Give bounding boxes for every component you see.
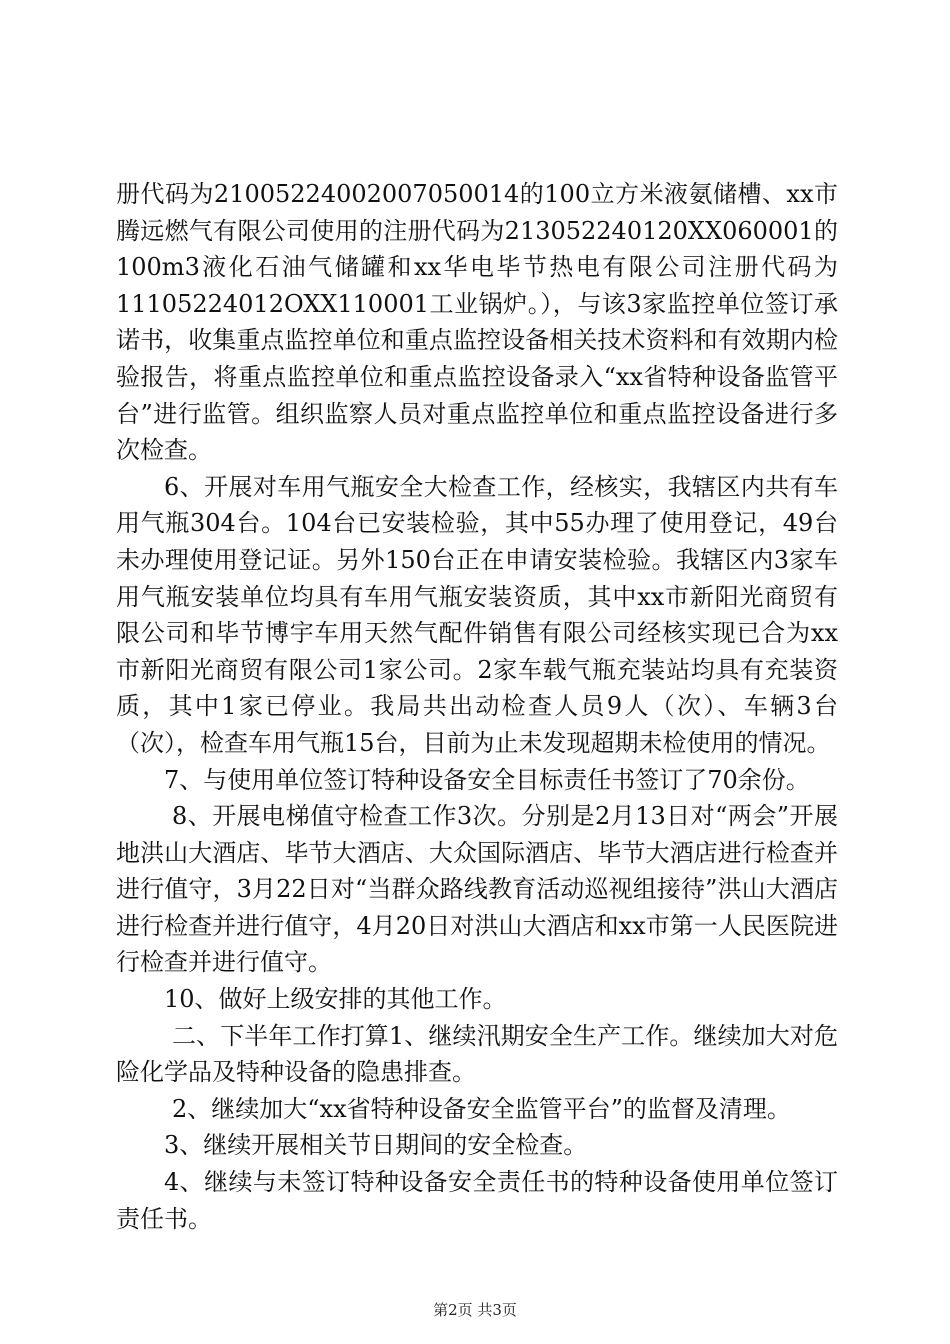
document-body	[116, 176, 838, 1237]
paragraph-item-10-other-work: 10、做好上级安排的其他工作。	[164, 985, 507, 1014]
paragraph-item-6-gas-cylinders: 6、开展对车用气瓶安全大检查工作，经核实，我辖区内共有车用气瓶304台。104台已安装检验，其中55办理了使用登记，49台未办理使用登记证。另外150台正在申请安装检验。我辖区内3家车用气瓶安装单位均具有车用气瓶安装资质，其中xx市新阳光商贸有限公司和毕节博宇车用天然气配件销售有限公司经核实现已合为xx市新阳光商贸有限公司1家公司。2家车载气瓶充装站均具有充装资质，其中1家已停业。我局共出动检查人员9人（次）、车辆3台（次），检查车用气瓶15台，目前为止未发现超期未检使用的情况。	[116, 472, 838, 757]
paragraph-item-7-responsibility: 7、与使用单位签订特种设备安全目标责任书签订了70余份。	[164, 765, 810, 794]
paragraph-plan-item-3: 3、继续开展相关节日期间的安全检查。	[164, 1131, 588, 1160]
page-number-indicator: 第2页 共3页	[433, 1301, 517, 1319]
paragraph-continued-registration: 册代码为21005224002007050014的100立方米液氨储槽、xx市腾远燃气有限公司使用的注册代码为213052240120XX060001的100m3液化石油气储罐和xx华电毕节热电有限公司注册代码为11105224012OXX110001工业锅炉。），与该3家监控单位签订承诺书，收集重点监控单位和重点监控设备相关技术资料和有效期内检验报告，将重点监控单位和重点监控设备录入“xx省特种设备监管平台”进行监管。组织监察人员对重点监控单位和重点监控设备进行多次检查。	[116, 180, 838, 465]
paragraph-plan-item-4: 4、继续与未签订特种设备安全责任书的特种设备使用单位签订责任书。	[116, 1168, 838, 1233]
paragraph-second-half-plan: 二、下半年工作打算1、继续汛期安全生产工作。继续加大对危险化学品及特种设备的隐患排查。	[116, 1021, 838, 1087]
paragraph-plan-item-2: 2、继续加大“xx省特种设备安全监管平台”的监督及清理。	[172, 1094, 791, 1123]
paragraph-item-8-elevator: 8、开展电梯值守检查工作3次。分别是2月13日对“两会”开展地洪山大酒店、毕节大酒店、大众国际酒店、毕节大酒店进行检查并进行值守，3月22日对“当群众路线教育活动巡视组接待”洪山大酒店进行检查并进行值守，4月20日对洪山大酒店和xx市第一人民医院进行检查并进行值守。	[116, 802, 838, 977]
page-footer	[0, 1300, 950, 1320]
